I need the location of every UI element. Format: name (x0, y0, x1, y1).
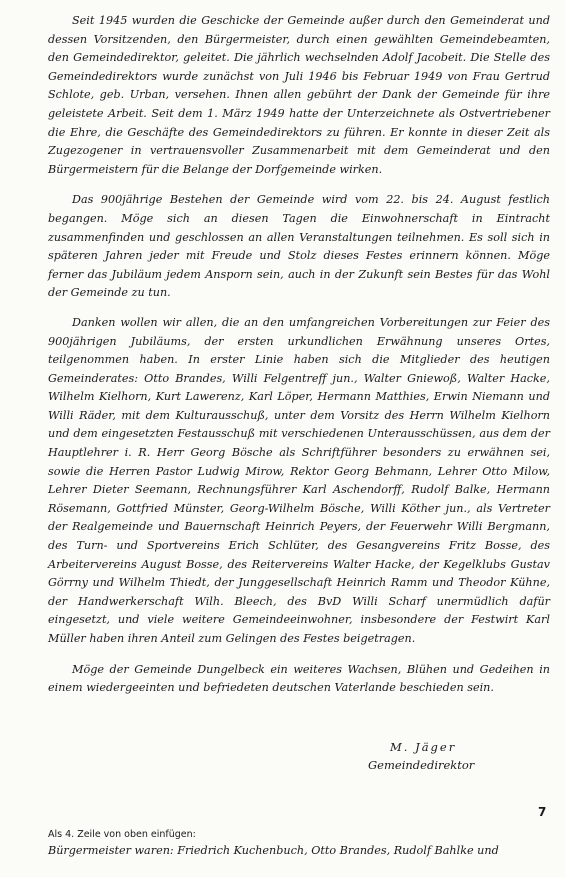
signature-name: M. Jäger (390, 740, 457, 754)
signature-title: Gemeindedirektor (368, 758, 475, 772)
signature-block (368, 738, 518, 774)
paragraph-anniversary: Das 900jährige Bestehen der Gemeinde wird vom 22. bis 24. August festlich begangen. Möge sich an diesen Tagen die Einwohnerschaft in Eintracht zusammenfinden und geschlossen an allen Veranstaltungen teilnehmen. Es soll sich in späteren Jahren jeder mit Freude und Stolz dieses Festes erinnern können. Möge ferner das Jubiläum jedem Ansporn sein, auch in der Zukunft sein Bestes für das Wohl der Gemeinde zu tun. (48, 193, 550, 300)
paragraph-thanks: Danken wollen wir allen, die an den umfangreichen Vorbereitungen zur Feier des 900jährigen Jubiläums, der ersten urkundlichen Erwähnung unseres Ortes, teilgenommen haben. In erster Linie haben sich die Mitglieder des heutigen Gemeinderates: Otto Brandes, Willi Felgentreff jun., Walter Gniewoß, Walter Hacke, Wilhelm Kielhorn, Kurt Lawerenz, Karl Löper, Hermann Matthies, Erwin Niemann und Willi Räder, mit dem Kulturausschuß, unter dem Vorsitz des Herrn Wilhelm Kielhorn und dem eingesetzten Festausschuß mit verschiedenen Unterausschüssen, aus dem der Hauptlehrer i. R. Herr Georg Bösche als Schriftführer besonders zu erwähnen sei, sowie die Herren Pastor Ludwig Mirow, Rektor Georg Behmann, Lehrer Otto Milow, Lehrer Dieter Seemann, Rechnungsführer Karl Aschendorff, Rudolf Balke, Hermann Rösemann, Gottfried Münster, Georg-Wilhelm Bösche, Willi Köther jun., als Vertreter der Realgemeinde und Bauernschaft Heinrich Peyers, der Feuerwehr Willi Bergmann, des Turn- und Sportvereins Erich Schlüter, des Gesangvereins Fritz Bosse, des Arbeitervereins August Bosse, des Reitervereins Walter Hacke, der Kegelklubs Gustav Görrny und Wilhelm Thiedt, der Junggesellschaft Heinrich Ramm und Theodor Kühne, der Handwerkerschaft Wilh. Bleech, des BvD Willi Scharf unermüdlich dafür eingesetzt, und viele weitere Gemeindeeinwohner, insbesondere der Festwirt Karl Müller haben ihren Anteil zum Gelingen des Festes beigetragen. (48, 315, 550, 645)
erratum-correction: Bürgermeister waren: Friedrich Kuchenbuch, Otto Brandes, Rudolf Bahlke und (48, 844, 499, 857)
paragraph-closing-wish: Möge der Gemeinde Dungelbeck ein weiteres Wachsen, Blühen und Gedeihen in einem wiedergeeinten und befriedeten deutschen Vaterlande beschieden sein. (48, 662, 550, 695)
page-number: 7 (538, 805, 547, 819)
document-body (48, 10, 550, 698)
paragraph-history: Seit 1945 wurden die Geschicke der Gemeinde außer durch den Gemeinderat und dessen Vorsitzenden, den Bürgermeister, durch einen gewählten Gemeindebeamten, den Gemeindedirektor, geleitet. Die jährlich wechselnden Adolf Jacobeit. Die Stelle des Gemeindedirektors wurde zunächst von Juli 1946 bis Februar 1949 von Frau Gertrud Schlote, geb. Urban, versehen. Ihnen allen gebührt der Dank der Gemeinde für ihre geleistete Arbeit. Seit dem 1. März 1949 hatte der Unterzeichnete als Ostvertriebener die Ehre, die Geschäfte des Gemeindedirektors zu führen. Er konnte in dieser Zeit als Zugezogener in vertrauensvoller Zusammenarbeit mit dem Gemeinderat und den Bürgermeistern für die Belange der Dorfgemeinde wirken. (48, 14, 550, 176)
erratum-note: Als 4. Zeile von oben einfügen: (48, 829, 196, 840)
footer-erratum (48, 828, 558, 860)
